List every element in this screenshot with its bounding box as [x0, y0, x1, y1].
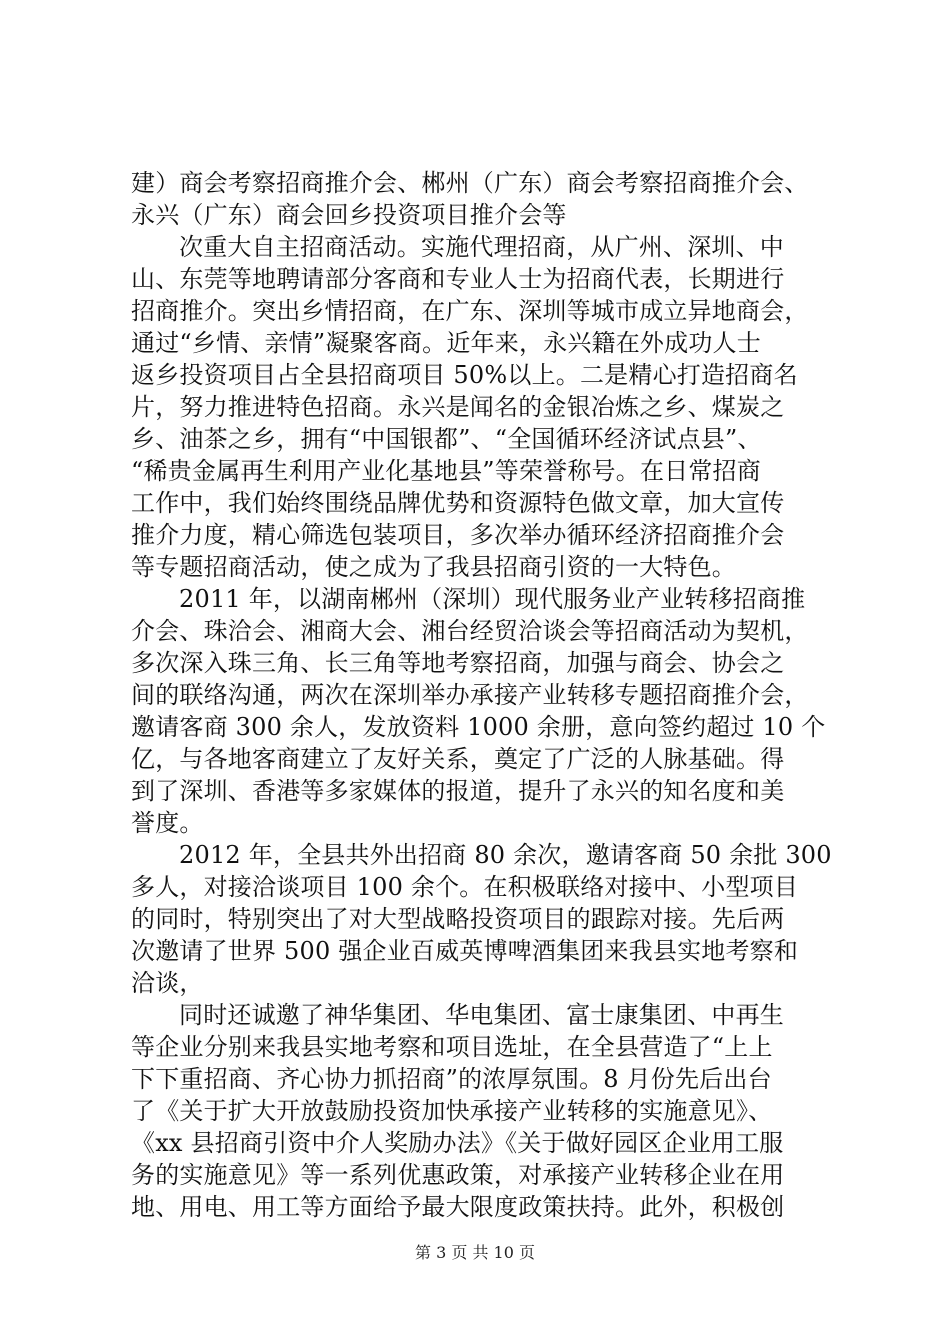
text-line: 片，努力推进特色招商。永兴是闻名的金银冶炼之乡、煤炭之: [131, 393, 785, 421]
text-line: 到了深圳、香港等多家媒体的报道，提升了永兴的知名度和美: [131, 777, 785, 805]
text-line: 亿，与各地客商建立了友好关系，奠定了广泛的人脉基础。得: [131, 745, 785, 773]
text-line: 推介力度，精心筛选包装项目，多次举办循环经济招商推介会: [131, 521, 785, 549]
text-line: 的同时，特别突出了对大型战略投资项目的跟踪对接。先后两: [131, 905, 785, 933]
text-line: 了《关于扩大开放鼓励投资加快承接产业转移的实施意见》、: [131, 1097, 773, 1125]
text-line: 乡、油茶之乡，拥有“中国银都”、“全国循环经济试点县”、: [131, 425, 762, 453]
text-line: 山、东莞等地聘请部分客商和专业人士为招商代表，长期进行: [131, 265, 785, 293]
page-number: 第 3 页 共 10 页: [415, 1243, 535, 1262]
page-footer: [0, 1243, 950, 1263]
document-body: [131, 167, 841, 1223]
text-line: 次邀请了世界 500 强企业百威英博啤酒集团来我县实地考察和: [131, 937, 799, 965]
text-line: 等企业分别来我县实地考察和项目选址，在全县营造了“上上: [131, 1033, 773, 1061]
text-line: 誉度。: [131, 809, 204, 837]
text-line: 多次深入珠三角、长三角等地考察招商，加强与商会、协会之: [131, 649, 785, 677]
paragraph-first-line: 2011 年，以湖南郴州（深圳）现代服务业产业转移招商推: [179, 585, 806, 613]
text-line: 招商推介。突出乡情招商，在广东、深圳等城市成立异地商会，: [131, 297, 809, 325]
text-line: 多人，对接洽谈项目 100 余个。在积极联络对接中、小型项目: [131, 873, 799, 901]
text-line: 工作中，我们始终围绕品牌优势和资源特色做文章，加大宣传: [131, 489, 785, 517]
text-line: 洽谈，: [131, 969, 204, 997]
text-line: 通过“乡情、亲情”凝聚客商。近年来，永兴籍在外成功人士: [131, 329, 761, 357]
text-line: 返乡投资项目占全县招商项目 50%以上。二是精心打造招商名: [131, 361, 798, 389]
text-line: 邀请客商 300 余人，发放资料 1000 余册，意向签约超过 10 个: [131, 713, 826, 741]
text-line: 《xx 县招商引资中介人奖励办法》《关于做好园区企业用工服: [131, 1129, 784, 1157]
paragraph-first-line: 次重大自主招商活动。实施代理招商，从广州、深圳、中: [179, 233, 784, 261]
text-line: 永兴（广东）商会回乡投资项目推介会等: [131, 201, 567, 229]
text-line: 务的实施意见》等一系列优惠政策，对承接产业转移企业在用: [131, 1161, 785, 1189]
text-line: “稀贵金属再生利用产业化基地县”等荣誉称号。在日常招商: [131, 457, 761, 485]
text-line: 地、用电、用工等方面给予最大限度政策扶持。此外，积极创: [131, 1193, 785, 1221]
paragraph-first-line: 2012 年，全县共外出招商 80 余次，邀请客商 50 余批 300: [179, 841, 832, 869]
paragraph-first-line: 同时还诚邀了神华集团、华电集团、富士康集团、中再生: [179, 1001, 784, 1029]
text-line: 间的联络沟通，两次在深圳举办承接产业转移专题招商推介会，: [131, 681, 809, 709]
text-line: 下下重招商、齐心协力抓招商”的浓厚氛围。8 月份先后出台: [131, 1065, 772, 1093]
text-line: 建）商会考察招商推介会、郴州（广东）商会考察招商推介会、: [131, 169, 809, 197]
text-line: 介会、珠洽会、湘商大会、湘台经贸洽谈会等招商活动为契机，: [131, 617, 809, 645]
text-line: 等专题招商活动，使之成为了我县招商引资的一大特色。: [131, 553, 736, 581]
